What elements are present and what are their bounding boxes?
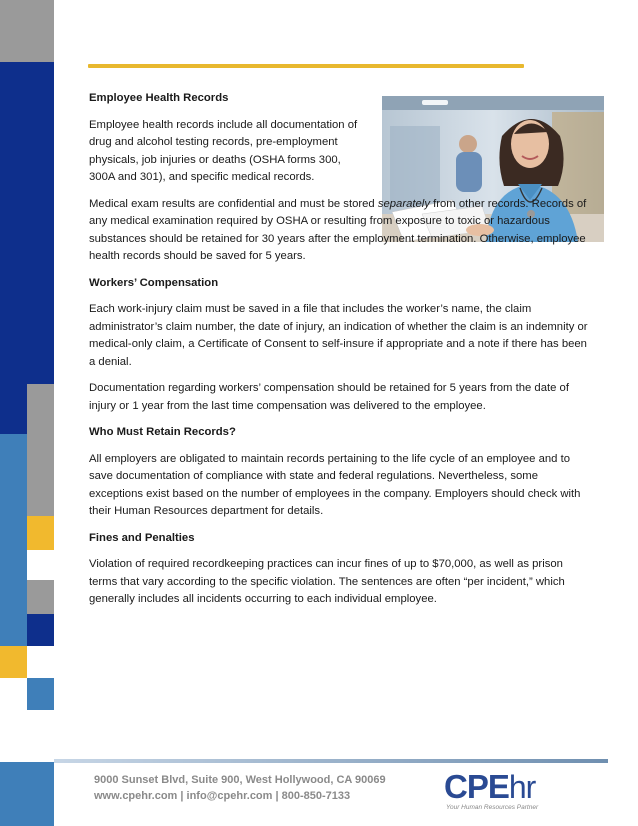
strip-block-gray bbox=[27, 580, 54, 614]
strip-block-white bbox=[0, 678, 27, 710]
strip-block-gray bbox=[27, 482, 54, 516]
strip-block-steel bbox=[0, 580, 27, 614]
logo-tagline: Your Human Resources Partner bbox=[446, 804, 539, 811]
health-records-text-1: Employee health records include all documentation of drug and alcohol testing records, pre-employment physicals, job injuries or deaths (OSHA forms 300, 300A and 301), and specific medical records. bbox=[89, 118, 358, 183]
health-records-paragraph-1 bbox=[89, 117, 369, 187]
health-records-text-2b: from other records. Records of any medical examination required by OSHA or resulting from exposure to toxic or hazardous substances should be retained for 30 years after the employment termination. Otherwise, employee health records should be saved for 5 years. bbox=[89, 197, 587, 262]
heading-fines-penalties: Fines and Penalties bbox=[89, 531, 195, 544]
logo-wordmark bbox=[444, 768, 535, 806]
strip-block-yellow bbox=[0, 646, 27, 678]
strip-block-yellow bbox=[27, 516, 54, 550]
strip-block-gray bbox=[0, 0, 54, 62]
heading-health-records: Employee Health Records bbox=[89, 92, 229, 104]
logo-main-text: CPE bbox=[444, 768, 509, 805]
left-decorative-strip bbox=[0, 0, 54, 826]
strip-block-gray bbox=[27, 384, 54, 482]
document-body bbox=[89, 90, 589, 618]
strip-block-white bbox=[27, 550, 54, 580]
footer-divider bbox=[54, 759, 608, 763]
footer-address: 9000 Sunset Blvd, Suite 900, West Hollywood, CA 90069 bbox=[94, 774, 386, 786]
strip-block-navy bbox=[27, 614, 54, 646]
strip-block-steel bbox=[0, 482, 27, 516]
strip-block-steel bbox=[0, 550, 27, 580]
health-records-text-2a: Medical exam results are confidential and must be stored bbox=[89, 197, 378, 210]
footer-contact-links[interactable]: www.cpehr.com | info@cpehr.com | 800-850-7133 bbox=[94, 790, 351, 802]
heading-who-must-retain: Who Must Retain Records? bbox=[89, 426, 236, 438]
who-must-paragraph-1: All employers are obligated to maintain records pertaining to the life cycle of an employee and to save documentation of compliance with state and federal regulations. Nevertheless, some exceptions exist based on the number of employees in the company. Employers should check with their Human Resources department for details. bbox=[89, 452, 581, 517]
heading-workers-compensation: Workers’ Compensation bbox=[89, 276, 219, 289]
fines-paragraph-1: Violation of required recordkeeping practices can incur fines of up to $70,000, as well as prison terms that vary according to the specific violation. The sentences are often “per incident,” which generally includes all incidents occurring to each individual employee. bbox=[89, 558, 565, 605]
health-records-paragraph-2 bbox=[89, 196, 589, 266]
strip-block-white bbox=[27, 646, 54, 678]
logo-suffix-text: hr bbox=[508, 769, 536, 805]
footer-contact-block bbox=[94, 772, 386, 804]
strip-block-navy bbox=[0, 62, 54, 434]
strip-block-steel bbox=[0, 762, 54, 826]
strip-block-steel bbox=[0, 516, 27, 550]
cpehr-logo bbox=[444, 768, 554, 814]
strip-block-steel bbox=[0, 434, 27, 482]
strip-block-steel bbox=[27, 678, 54, 710]
workers-comp-paragraph-2: Documentation regarding workers’ compensation should be retained for 5 years from the date of injury or 1 year from the last time compensation was delivered to the employee. bbox=[89, 382, 569, 412]
header-gold-rule bbox=[88, 64, 524, 68]
workers-comp-paragraph-1: Each work-injury claim must be saved in a file that includes the worker’s name, the claim administrator’s claim number, the date of injury, an indication of whether the claim is an indemnity or medical-only claim, a Certificate of Consent to self-insure if appropriate and a note if there has been a denial. bbox=[89, 303, 588, 368]
strip-block-steel bbox=[0, 614, 27, 646]
emphasis-separately: separately bbox=[377, 197, 430, 210]
